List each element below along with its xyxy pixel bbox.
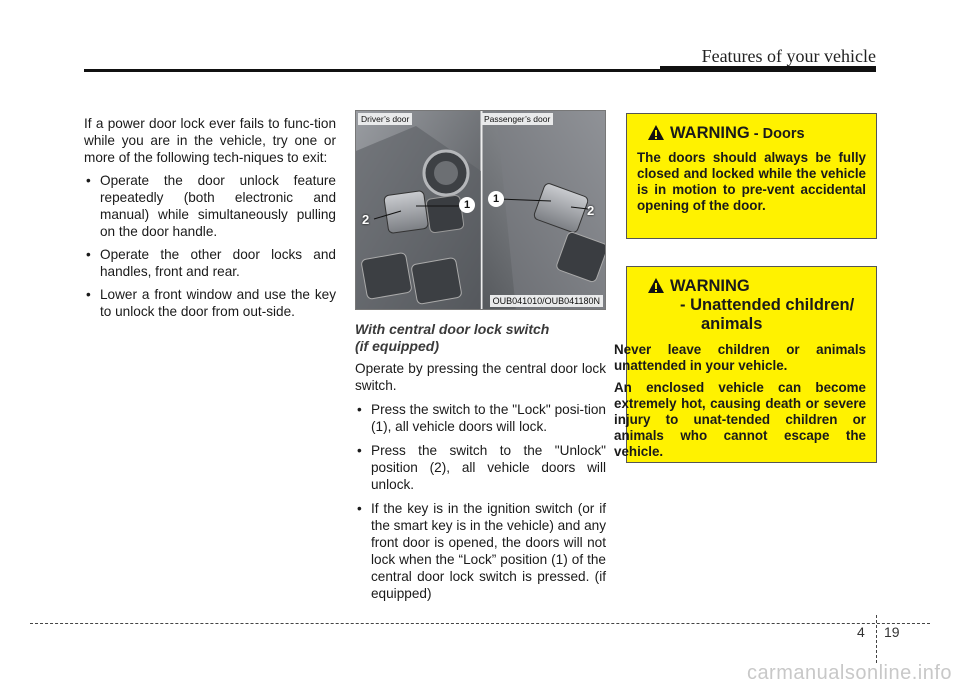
intro-paragraph: If a power door lock ever fails to func-tion while you are in the vehicle, try one or more of the following tech-niques to exit:: [84, 116, 336, 165]
section-title: [355, 321, 606, 355]
door-switch-illustration: [356, 111, 606, 310]
passengers-door-caption: Passenger’s door: [481, 113, 553, 125]
footer-divider: [876, 615, 877, 663]
warning-body: [614, 342, 866, 460]
list-item: • Lower a front window and use the key to unlock the door from out-side.: [84, 286, 336, 320]
section-title-line2: (if equipped): [355, 338, 439, 354]
warning-label: WARNING: [670, 124, 750, 142]
list-item: • Press the switch to the "Unlock" position (2), all vehicle doors will unlock.: [355, 442, 606, 493]
warning-box-children: [614, 266, 877, 463]
list-item: • Operate the other door locks and handles, front and rear.: [84, 246, 336, 280]
central-lock-list: [355, 401, 606, 602]
callout-2-left: 2: [362, 212, 370, 227]
drivers-door-caption: Driver’s door: [358, 113, 412, 125]
watermark: carmanualsonline.info: [746, 662, 952, 684]
warning-subject-line1: - Unattended children/: [680, 296, 855, 314]
warning-label: WARNING: [670, 277, 750, 295]
warning-body-para1: Never leave children or animals unattended in your vehicle.: [614, 342, 866, 373]
middle-column: [355, 110, 606, 602]
door-switch-photo: [355, 110, 606, 310]
exit-techniques-list: [84, 172, 336, 320]
footer-rule: [30, 623, 930, 624]
list-item: • If the key is in the ignition switch (or if the smart key is in the vehicle) and any front door is opened, the doors will not lock when the “Lock” position (1) of the central door lock switch is pressed. (if equipped): [355, 500, 606, 602]
warning-triangle-icon: [647, 124, 665, 141]
callout-1-left: 1: [459, 197, 475, 213]
warning-heading: [637, 277, 866, 334]
callout-1-right: 1: [488, 191, 504, 207]
warning-box-doors: [626, 113, 877, 239]
callout-2-right: 2: [587, 203, 595, 218]
warning-triangle-icon: [647, 277, 665, 294]
list-item: • Operate the door unlock feature repeatedly (both electronic and manual) while simultaneously pulling on the door handle.: [84, 172, 336, 240]
chapter-number: 4: [857, 624, 865, 640]
central-lock-intro: Operate by pressing the central door lock switch.: [355, 361, 606, 393]
figure-code: OUB041010/OUB041180N: [490, 295, 603, 307]
page-number: 19: [884, 624, 900, 640]
warning-heading: [637, 124, 866, 144]
left-column: [84, 115, 336, 320]
header-title: Features of your vehicle: [701, 46, 876, 66]
list-item: • Press the switch to the "Lock" posi-tion (1), all vehicle doors will lock.: [355, 401, 606, 435]
section-title-line1: With central door lock switch: [355, 321, 550, 337]
warning-body-para2: An enclosed vehicle can become extremely hot, causing death or severe injury to unat-tended children or animals who cannot escape the vehicle.: [614, 380, 866, 459]
warning-subject: - Doors: [749, 126, 805, 142]
warning-body: The doors should always be fully closed and locked while the vehicle is in motion to pre-vent accidental opening of the door.: [637, 150, 866, 213]
warning-subject-line2: animals: [701, 315, 763, 333]
header-rule-tab: [660, 66, 876, 72]
